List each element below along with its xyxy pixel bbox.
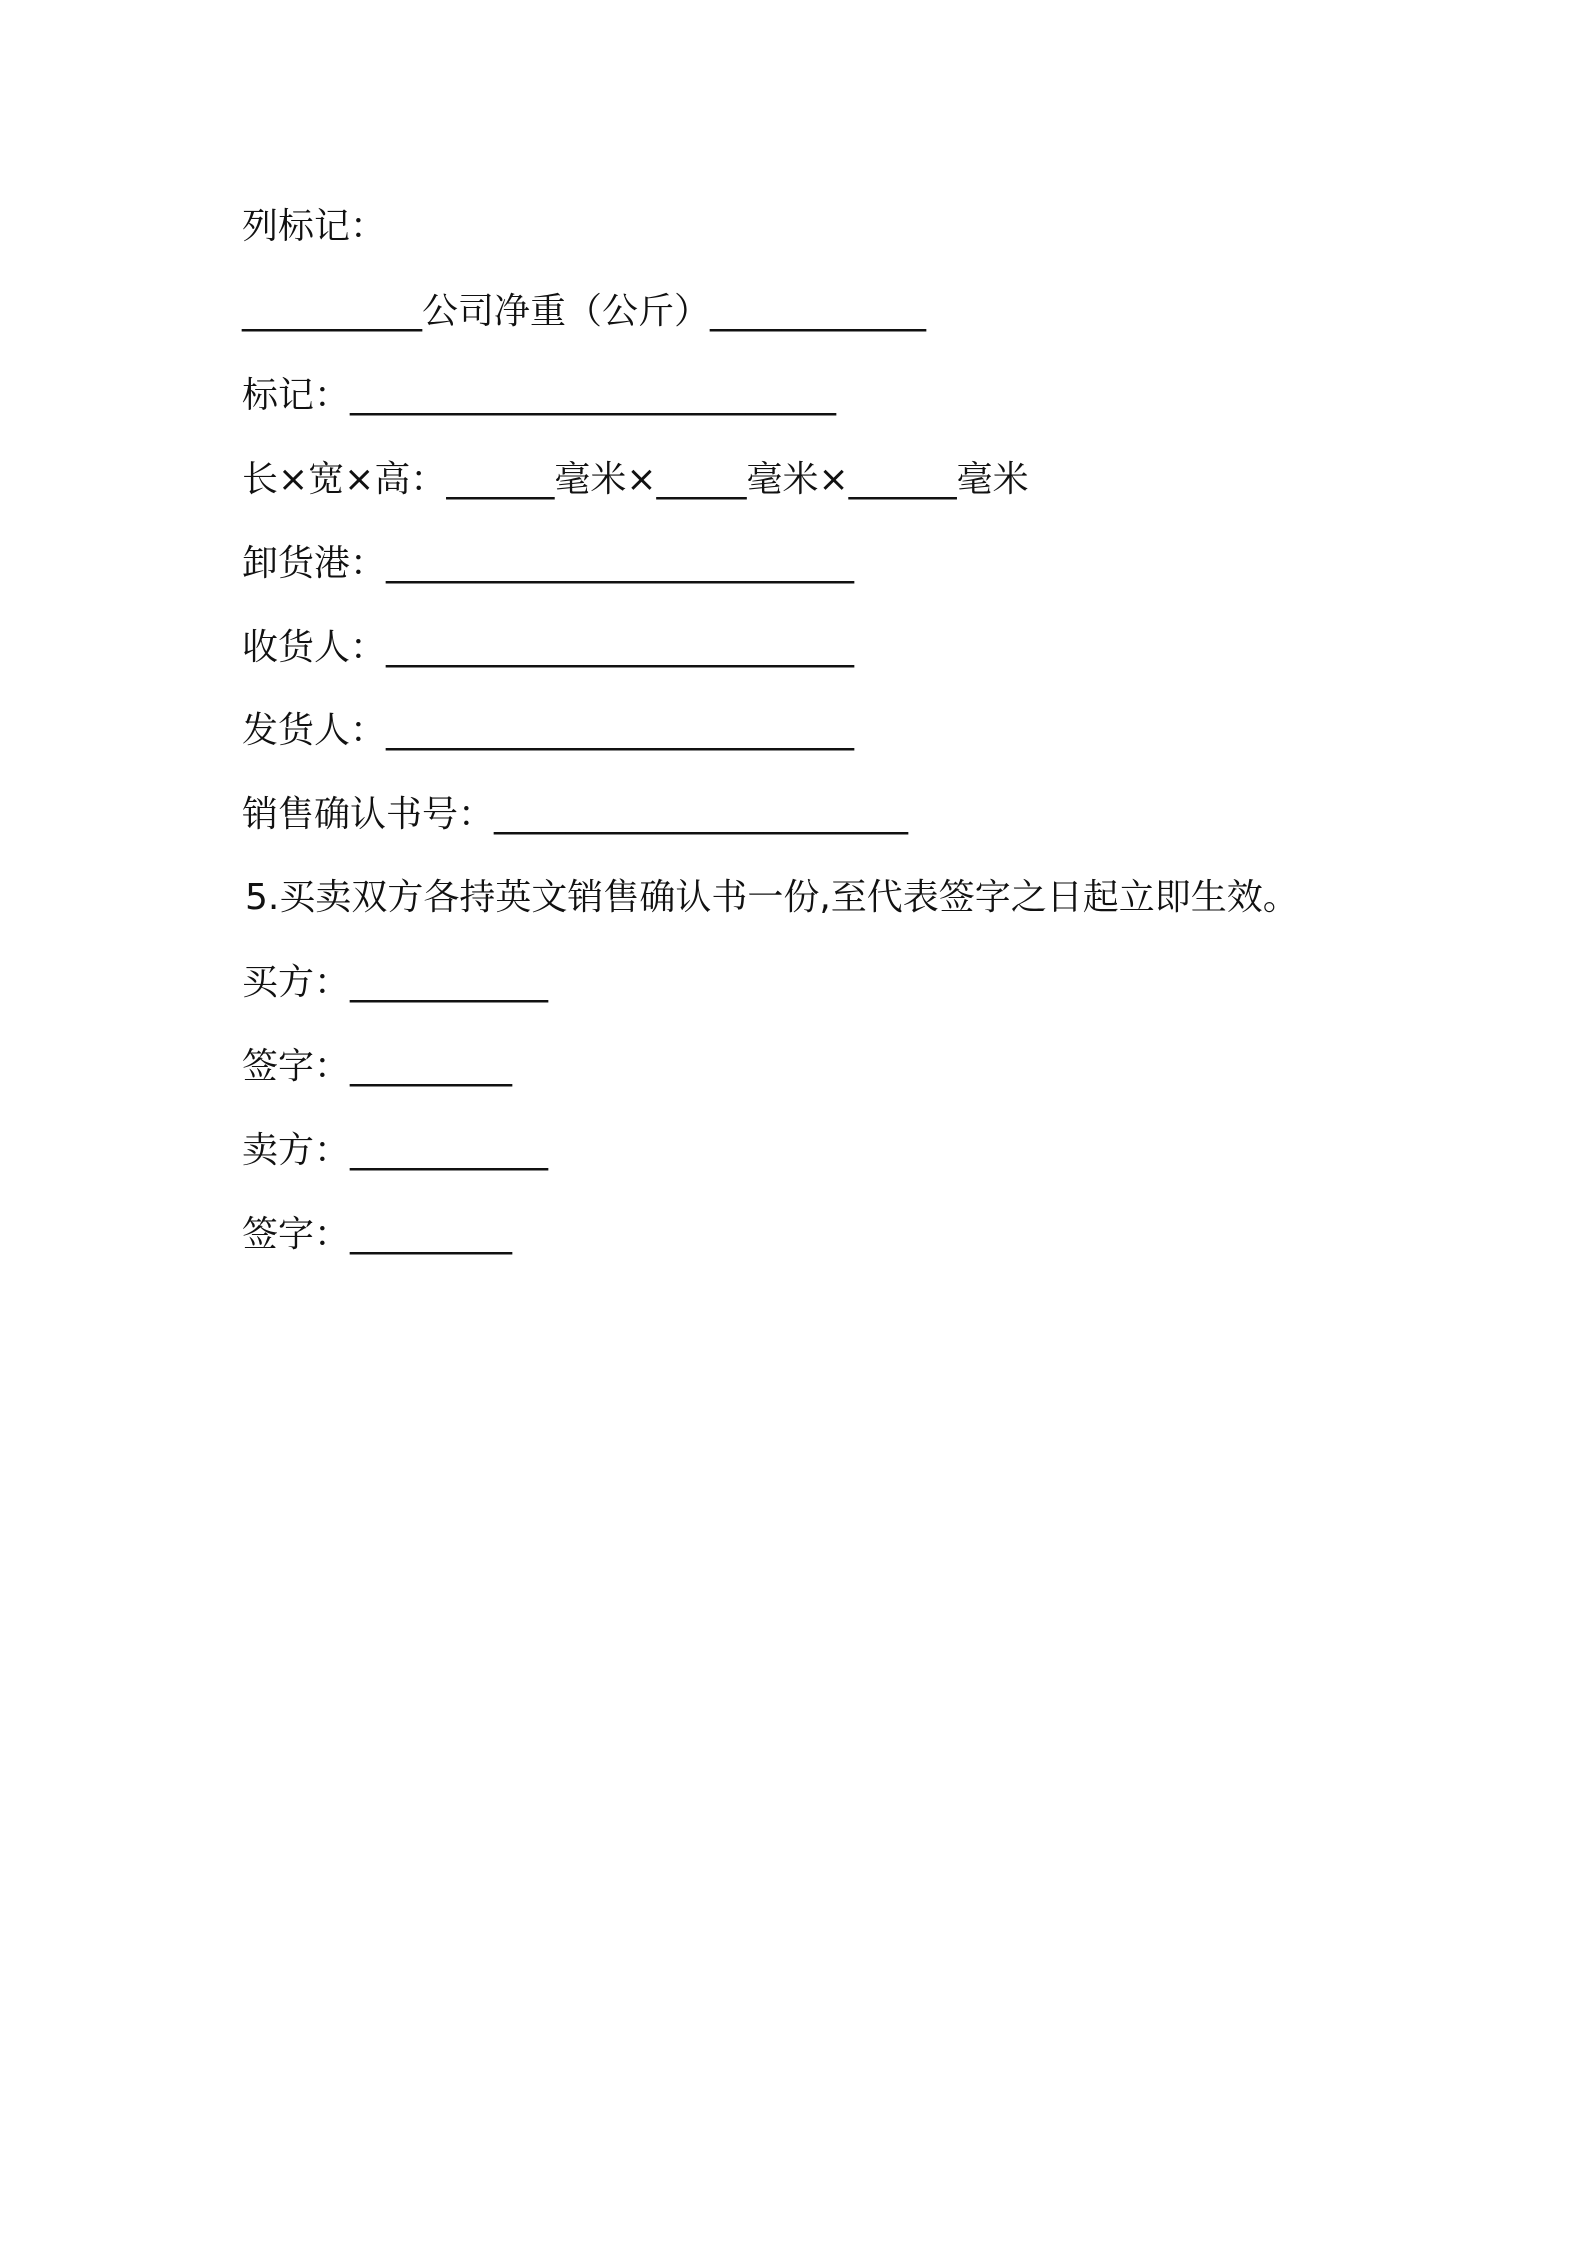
seller-field: 卖方：___________ [242, 1130, 549, 1171]
buyer-field: 买方：___________ [242, 962, 549, 1003]
sales-confirmation-no-field: 销售确认书号：_______________________ [242, 794, 909, 835]
buyer-signature-field: 签字：_________ [242, 1046, 513, 1087]
seller-signature-field: 签字：_________ [242, 1214, 513, 1255]
dimensions-field: 长×宽×高：______毫米×_____毫米×______毫米 [242, 459, 1029, 500]
clause-5-text: 5.买卖双方各持英文销售确认书一份,至代表签字之日起立即生效。 [245, 877, 1299, 918]
discharge-port-field: 卸货港：__________________________ [242, 543, 855, 584]
column-mark-label: 列标记： [242, 206, 387, 247]
mark-field: 标记：___________________________ [242, 375, 837, 416]
shipper-field: 发货人：__________________________ [242, 710, 855, 751]
consignee-field: 收货人：__________________________ [242, 627, 855, 668]
net-weight-field: __________公司净重（公斤）____________ [242, 291, 927, 332]
